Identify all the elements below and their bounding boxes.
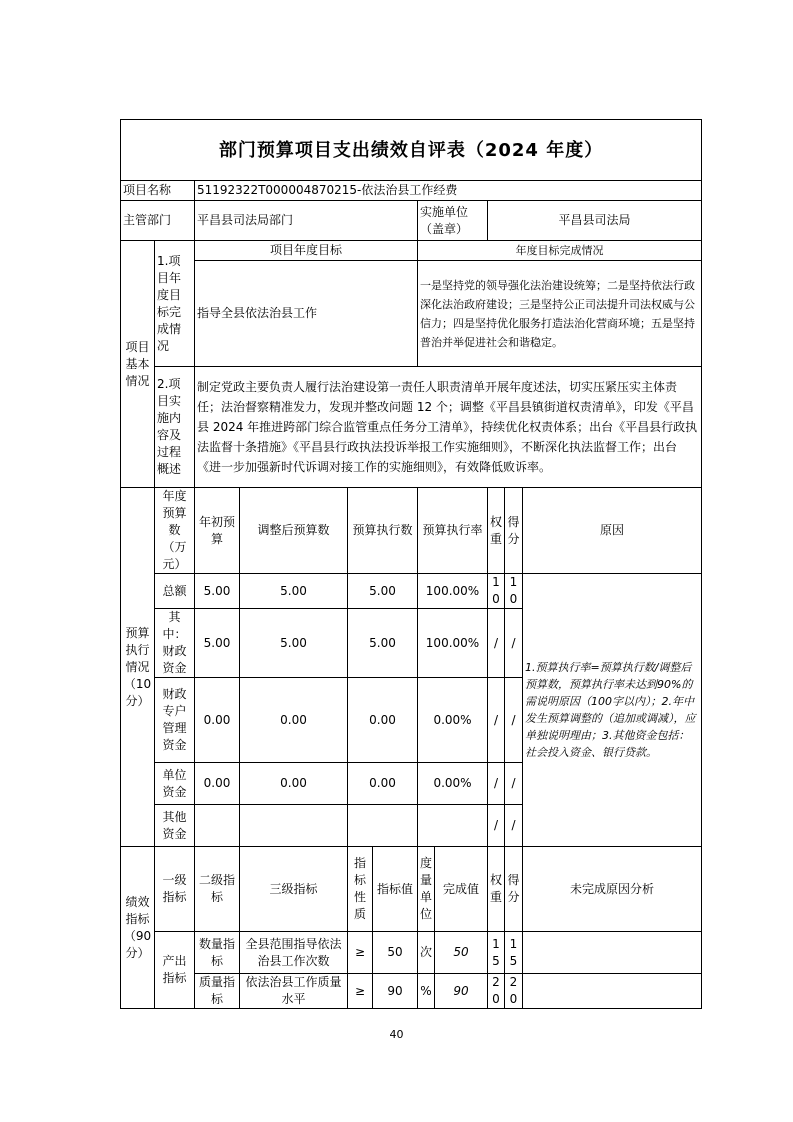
budget-cell-executed: 5.00 — [348, 609, 418, 678]
perf-value: 90 — [373, 974, 418, 1009]
budget-row-label: 其他资金 — [155, 805, 195, 847]
budget-cell-initial — [195, 805, 240, 847]
self-evaluation-table — [120, 119, 702, 1009]
basic-section-label: 项目基本情况 — [121, 241, 155, 488]
budget-cell-score: / — [505, 609, 523, 678]
budget-cell-executed: 0.00 — [348, 678, 418, 763]
budget-cell-initial: 0.00 — [195, 763, 240, 805]
goal-text: 指导全县依法治县工作 — [195, 261, 418, 367]
perf-actual: 90 — [435, 974, 488, 1009]
budget-cell-score: / — [505, 678, 523, 763]
perf-header: 度量单位 — [418, 847, 435, 932]
budget-header: 权重 — [488, 488, 505, 574]
perf-level3: 依法治县工作质量水平 — [240, 974, 348, 1009]
goal-label: 1.项目年度目标完成情况 — [155, 241, 195, 367]
budget-cell-adjusted: 0.00 — [240, 763, 348, 805]
perf-level2: 数量指标 — [195, 932, 240, 974]
perf-header: 指标性质 — [348, 847, 373, 932]
project-name-label: 项目名称 — [121, 181, 195, 201]
perf-weight: 15 — [488, 932, 505, 974]
perf-reason — [523, 932, 702, 974]
perf-header: 完成值 — [435, 847, 488, 932]
budget-cell-rate: 100.00% — [418, 574, 488, 609]
budget-header: 预算执行数 — [348, 488, 418, 574]
dept-value: 平昌县司法局部门 — [195, 201, 418, 241]
budget-cell-score: / — [505, 763, 523, 805]
budget-cell-executed: 0.00 — [348, 763, 418, 805]
perf-header: 得分 — [505, 847, 523, 932]
budget-cell-adjusted: 5.00 — [240, 609, 348, 678]
perf-section-label: 绩效指标（90分） — [121, 847, 155, 1009]
perf-header: 权重 — [488, 847, 505, 932]
perf-header: 二级指标 — [195, 847, 240, 932]
project-name-value: 51192322T000004870215-依法治县工作经费 — [195, 181, 702, 201]
budget-cell-score: 10 — [505, 574, 523, 609]
budget-section-label: 预算执行情况（10分） — [121, 488, 155, 847]
perf-actual: 50 — [435, 932, 488, 974]
budget-row-label: 单位资金 — [155, 763, 195, 805]
budget-row-label: 总额 — [155, 574, 195, 609]
budget-cell-rate: 0.00% — [418, 763, 488, 805]
done-text: 一是坚持党的领导强化法治建设统筹；二是坚持依法行政深化法治政府建设；三是坚持公正司法提升司法权威与公信力；四是坚持优化服务打造法治化营商环境；五是坚持普治并举促进社会和谐稳定。 — [418, 261, 702, 367]
budget-header: 年初预算 — [195, 488, 240, 574]
budget-cell-adjusted: 0.00 — [240, 678, 348, 763]
budget-cell-initial: 5.00 — [195, 574, 240, 609]
perf-nature: ≥ — [348, 932, 373, 974]
perf-score: 15 — [505, 932, 523, 974]
budget-cell-adjusted — [240, 805, 348, 847]
budget-cell-weight: / — [488, 678, 505, 763]
budget-header: 原因 — [523, 488, 702, 574]
goal-col-header: 项目年度目标 — [195, 241, 418, 261]
perf-unit: 次 — [418, 932, 435, 974]
page-number: 40 — [389, 1028, 404, 1041]
budget-cell-weight: / — [488, 763, 505, 805]
budget-header: 得分 — [505, 488, 523, 574]
budget-cell-weight: / — [488, 609, 505, 678]
budget-cell-executed — [348, 805, 418, 847]
budget-header: 年度预算数（万元） — [155, 488, 195, 574]
budget-cell-rate: 100.00% — [418, 609, 488, 678]
perf-nature: ≥ — [348, 974, 373, 1009]
dept-label: 主管部门 — [121, 201, 195, 241]
perf-unit: % — [418, 974, 435, 1009]
budget-cell-initial: 0.00 — [195, 678, 240, 763]
perf-header: 一级指标 — [155, 847, 195, 932]
budget-cell-initial: 5.00 — [195, 609, 240, 678]
budget-header: 调整后预算数 — [240, 488, 348, 574]
unit-label: 实施单位（盖章） — [418, 201, 488, 241]
perf-header: 三级指标 — [240, 847, 348, 932]
perf-value: 50 — [373, 932, 418, 974]
perf-level1: 产出指标 — [155, 932, 195, 1009]
impl-label: 2.项目实施内容及过程概述 — [155, 367, 195, 488]
perf-level2: 质量指标 — [195, 974, 240, 1009]
budget-cell-rate: 0.00% — [418, 678, 488, 763]
budget-cell-rate — [418, 805, 488, 847]
budget-note: 1.预算执行率=预算执行数/调整后预算数，预算执行率未达到90%的需说明原因（100字以内）；2.年中发生预算调整的（追加或调减），应单独说明理由；3.其他资金包括：社会投入资金、银行贷款。 — [523, 574, 702, 847]
perf-score: 20 — [505, 974, 523, 1009]
perf-level3: 全县范围指导依法治县工作次数 — [240, 932, 348, 974]
table-title: 部门预算项目支出绩效自评表（2024 年度） — [121, 120, 702, 181]
budget-header: 预算执行率 — [418, 488, 488, 574]
perf-reason — [523, 974, 702, 1009]
budget-cell-weight: 10 — [488, 574, 505, 609]
unit-value: 平昌县司法局 — [488, 201, 702, 241]
impl-text: 制定党政主要负责人履行法治建设第一责任人职责清单开展年度述法，切实压紧压实主体责任；法治督察精准发力，发现并整改问题 12 个；调整《平昌县镇街道权责清单》，印发《平昌县 2024 年推进跨部门综合监管重点任务分工清单》，持续优化权责体系；出台《平昌县行政执法监督十条措施》《平昌县行政执法投诉举报工作实施细则》，不断深化执法监督工作；出台《进一步加强新时代诉调对接工作的实施细则》，有效降低败诉率。 — [195, 367, 702, 488]
perf-weight: 20 — [488, 974, 505, 1009]
budget-cell-score: / — [505, 805, 523, 847]
budget-cell-adjusted: 5.00 — [240, 574, 348, 609]
budget-cell-executed: 5.00 — [348, 574, 418, 609]
budget-cell-weight: / — [488, 805, 505, 847]
perf-header: 未完成原因分析 — [523, 847, 702, 932]
perf-header: 指标值 — [373, 847, 418, 932]
done-col-header: 年度目标完成情况 — [418, 241, 702, 261]
budget-row-label: 其中：财政资金 — [155, 609, 195, 678]
budget-row-label: 财政专户管理资金 — [155, 678, 195, 763]
